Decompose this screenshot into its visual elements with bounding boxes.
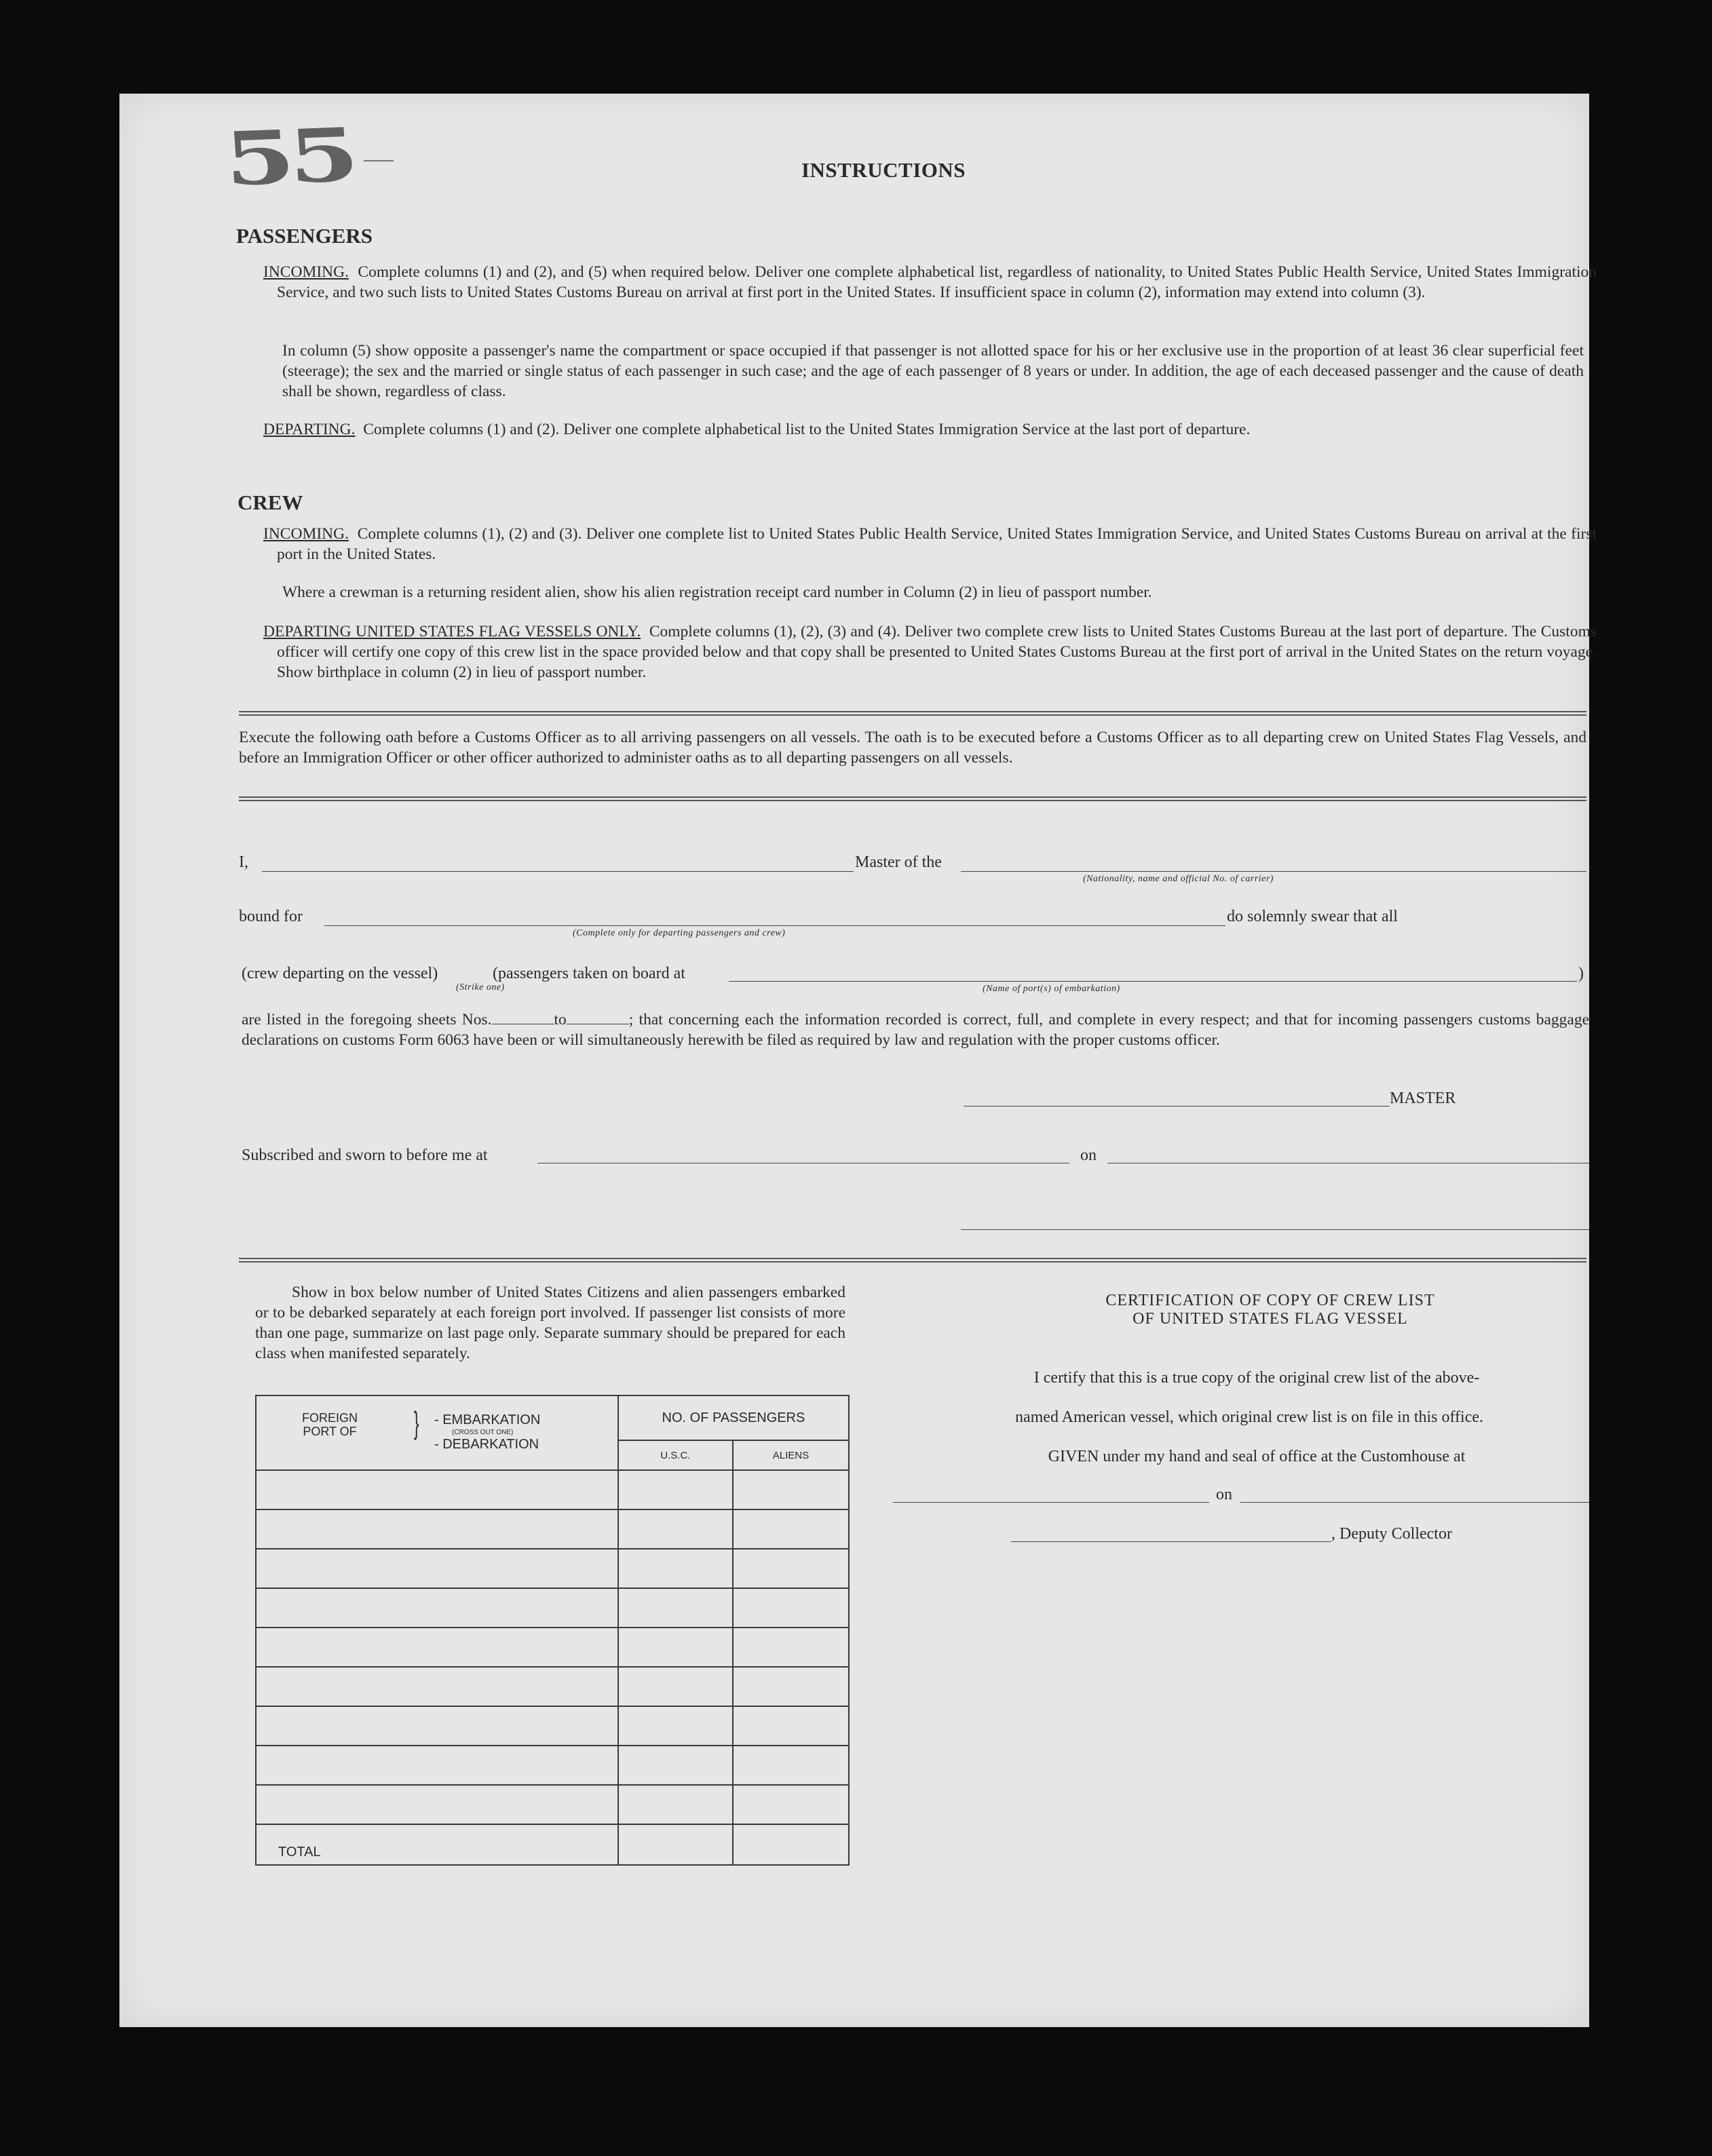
- aliens-cell[interactable]: [733, 1667, 849, 1706]
- embarkation-port-caption: (Name of port(s) of embarkation): [983, 984, 1120, 994]
- deputy-collector-label: , Deputy Collector: [1331, 1525, 1452, 1543]
- table-row: [256, 1706, 849, 1746]
- aliens-header: ALIENS: [733, 1440, 849, 1470]
- listed-text-to: to: [554, 1011, 567, 1028]
- aliens-cell[interactable]: [733, 1706, 849, 1746]
- table-row: [256, 1588, 849, 1628]
- table-row: [256, 1509, 849, 1549]
- crew-resident-paragraph: Where a crewman is a returning resident alien, show his alien registration receipt card number in Column (2) in lieu of passport number.: [282, 583, 1152, 601]
- oath-i-label: I,: [239, 853, 248, 871]
- officer-signature-field[interactable]: [961, 1229, 1589, 1230]
- passengers-incoming-text: Complete columns (1) and (2), and (5) when required below. Deliver one complete alphabetical list, regardless of nationality, to United States Public Health Service, United States Immigration Service, and two such lists to United States Customs Bureau on arrival at first port in the United States. If insufficient space in column (2), information may extend into column (3).: [277, 263, 1597, 301]
- embarkation-option[interactable]: - EMBARKATION: [434, 1412, 541, 1427]
- divider-rule: [239, 796, 1586, 801]
- passengers-column5-paragraph: In column (5) show opposite a passenger's name the compartment or space occupied if that passenger is not allotted space for his or her exclusive use in the proportion of at least 36 clear superficial feet (steerage); the sex and the married or single status of each passenger in such case; and the age of each passenger of 8 years or under. In addition, the age of each deceased passenger and the cause of death shall be shown, regardless of class.: [282, 342, 1584, 400]
- listed-text-b: ; that concerning each the information recorded is correct, full, and complete in every respect; and that for incoming passengers customs baggage declarations on customs Form 6063 have been or will simultaneously herewith be filed as required by law and regulation with the proper customs officer.: [242, 1011, 1589, 1049]
- aliens-cell[interactable]: [733, 1470, 849, 1509]
- usc-cell[interactable]: [618, 1588, 733, 1628]
- page-title: INSTRUCTIONS: [801, 158, 966, 182]
- sworn-on-label: on: [1080, 1147, 1097, 1164]
- crew-departing-label: DEPARTING UNITED STATES FLAG VESSELS ONLY.: [263, 623, 641, 640]
- crew-departing-option[interactable]: (crew departing on the vessel): [242, 965, 438, 982]
- aliens-total-cell[interactable]: [733, 1824, 849, 1865]
- bound-for-label: bound for: [239, 908, 303, 925]
- aliens-cell[interactable]: [733, 1509, 849, 1549]
- oath-instructions: Execute the following oath before a Customs Officer as to all arriving passengers on all vessels. The oath is to be executed before a Customs Officer as to all departing crew on United States Flag Vessels, and before an Immigration Officer or other officer authorized to administer oaths as to all departing passengers on all vessels.: [239, 729, 1586, 767]
- table-row: [256, 1549, 849, 1588]
- table-row: [256, 1667, 849, 1706]
- deputy-collector-signature-field[interactable]: [1011, 1541, 1331, 1542]
- usc-cell[interactable]: [618, 1706, 733, 1746]
- certification-heading-line2: OF UNITED STATES FLAG VESSEL: [1133, 1310, 1408, 1328]
- passengers-departing-paragraph: [263, 419, 1597, 440]
- certify-line2: named American vessel, which original crew list is on file in this office.: [1014, 1408, 1484, 1426]
- aliens-cell[interactable]: [733, 1588, 849, 1628]
- total-label: TOTAL: [256, 1824, 618, 1865]
- aliens-cell[interactable]: [733, 1785, 849, 1824]
- passengers-departing-label: DEPARTING.: [263, 421, 356, 438]
- foreign-port-label: FOREIGN PORT OF: [301, 1411, 358, 1438]
- certification-heading-line1: CERTIFICATION OF COPY OF CREW LIST: [1105, 1292, 1435, 1309]
- port-cell[interactable]: [256, 1509, 618, 1549]
- usc-total-cell[interactable]: [618, 1824, 733, 1865]
- passenger-summary-table: [255, 1395, 850, 1866]
- table-row: [256, 1746, 849, 1785]
- port-cell[interactable]: [256, 1470, 618, 1509]
- passengers-incoming-label: INCOMING.: [263, 263, 349, 281]
- certification-date-field[interactable]: [1240, 1502, 1589, 1503]
- port-cell[interactable]: [256, 1667, 618, 1706]
- usc-cell[interactable]: [618, 1628, 733, 1667]
- crew-incoming-text: Complete columns (1), (2) and (3). Deliver one complete list to United States Public Health Service, United States Immigration Service, and United States Customs Bureau on arrival at the first port in the United States.: [277, 525, 1597, 563]
- bound-for-caption: (Complete only for departing passengers and crew): [573, 928, 786, 938]
- passengers-incoming-paragraph: [263, 262, 1597, 303]
- aliens-cell[interactable]: [733, 1746, 849, 1785]
- aliens-cell[interactable]: [733, 1628, 849, 1667]
- close-paren: ): [1578, 965, 1584, 982]
- table-row: [256, 1628, 849, 1667]
- listed-paragraph: [242, 1009, 1589, 1050]
- listed-text-a: are listed in the foregoing sheets Nos.: [242, 1011, 492, 1028]
- port-cell[interactable]: [256, 1746, 618, 1785]
- form-sheet: [119, 94, 1597, 2027]
- master-of-label: Master of the: [855, 853, 942, 871]
- page-number-stamp: 55: [221, 111, 356, 203]
- port-cell[interactable]: [256, 1628, 618, 1667]
- carrier-field[interactable]: [961, 871, 1586, 872]
- swear-label: do solemnly swear that all: [1227, 908, 1398, 925]
- port-cell[interactable]: [256, 1549, 618, 1588]
- master-name-field[interactable]: [262, 871, 854, 872]
- port-cell[interactable]: [256, 1706, 618, 1746]
- summary-instructions: Show in box below number of United States Citizens and alien passengers embarked or to be debarked separately at each foreign port involved. If passenger list consists of more than one page, summarize on last page only. Separate summary should be prepared for each class when manifested separately.: [255, 1284, 845, 1362]
- usc-cell[interactable]: [618, 1509, 733, 1549]
- table-row: [256, 1785, 849, 1824]
- divider-rule: [239, 711, 1586, 716]
- strike-caption: (Strike one): [456, 982, 505, 993]
- usc-cell[interactable]: [618, 1746, 733, 1785]
- customhouse-place-field[interactable]: [893, 1502, 1209, 1503]
- subscribed-label: Subscribed and sworn to before me at: [242, 1147, 488, 1164]
- passengers-heading: PASSENGERS: [236, 224, 373, 248]
- sheet-to-field[interactable]: [567, 1012, 629, 1024]
- divider-rule: [239, 1258, 1586, 1263]
- crew-incoming-label: INCOMING.: [263, 525, 349, 543]
- crew-departing-paragraph: [263, 621, 1597, 682]
- usc-cell[interactable]: [618, 1667, 733, 1706]
- port-cell[interactable]: [256, 1785, 618, 1824]
- debarkation-option[interactable]: - DEBARKATION: [434, 1437, 539, 1452]
- cross-out-caption: (CROSS OUT ONE): [452, 1429, 514, 1436]
- passengers-taken-option[interactable]: (passengers taken on board at: [493, 965, 685, 982]
- port-cell[interactable]: [256, 1588, 618, 1628]
- embarkation-port-field[interactable]: [729, 981, 1577, 982]
- crew-incoming-paragraph: [263, 524, 1597, 564]
- usc-cell[interactable]: [618, 1785, 733, 1824]
- bound-for-field[interactable]: [324, 925, 1225, 926]
- foreign-port-header: [256, 1395, 618, 1470]
- crew-departing-text: Complete columns (1), (2), (3) and (4). Deliver two complete crew lists to United States Customs Bureau at the last port of departure. The Customs officer will certify one copy of this crew list in the space provided below and that copy shall be presented to United States Customs Bureau at the first port of arrival in the United States on the return voyage. Show birthplace in column (2) in lieu of passport number.: [277, 623, 1597, 681]
- sheet-from-field[interactable]: [492, 1012, 554, 1024]
- table-row: [256, 1470, 849, 1509]
- usc-header: U.S.C.: [618, 1440, 733, 1470]
- carrier-caption: (Nationality, name and official No. of carrier): [1083, 874, 1274, 884]
- usc-cell[interactable]: [618, 1470, 733, 1509]
- aliens-cell[interactable]: [733, 1549, 849, 1588]
- total-row: [256, 1824, 849, 1865]
- brace-icon: }: [413, 1405, 419, 1440]
- master-signature-label: MASTER: [1390, 1090, 1456, 1107]
- passengers-departing-text: Complete columns (1) and (2). Deliver one complete alphabetical list to the United States Immigration Service at the last port of departure.: [363, 421, 1251, 438]
- num-passengers-header: NO. OF PASSENGERS: [618, 1395, 849, 1440]
- crew-heading: CREW: [237, 490, 303, 514]
- certify-line1: I certify that this is a true copy of the original crew list of the above-: [1033, 1369, 1480, 1387]
- usc-cell[interactable]: [618, 1549, 733, 1588]
- certification-heading: [951, 1292, 1589, 1328]
- given-text: GIVEN under my hand and seal of office at the Customhouse at: [1048, 1448, 1466, 1465]
- certification-on-label: on: [1216, 1486, 1232, 1503]
